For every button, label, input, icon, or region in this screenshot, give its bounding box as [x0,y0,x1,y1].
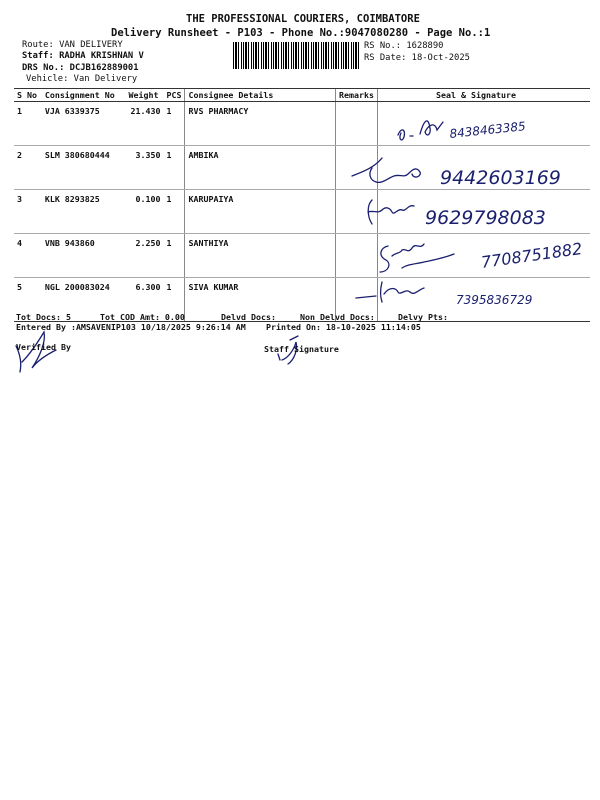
company-title: THE PROFESSIONAL COURIERS, COIMBATORE [186,13,420,25]
cell-consignee: SANTHIYA [185,234,336,278]
cell-consignment: VNB 943860 [42,234,126,278]
non-delivered-docs: Non Delvd Docs: [300,312,375,322]
cell-weight: 6.300 [126,278,164,322]
cell-sno: 5 [14,278,42,322]
cell-signature [378,146,590,190]
cell-consignment: KLK 8293825 [42,190,126,234]
total-docs: Tot Docs: 5 [16,312,71,322]
delivered-docs: Delvd Docs: [221,312,276,322]
cell-sno: 3 [14,190,42,234]
cell-consignee: RVS PHARMACY [185,102,336,146]
cell-consignment: NGL 200083024 [42,278,126,322]
cell-pcs: 1 [163,234,185,278]
total-cod-amount: Tot COD Amt: 0.00 [100,312,185,322]
cell-weight: 3.350 [126,146,164,190]
cell-signature [378,190,590,234]
table-row [14,234,590,278]
entered-by: Entered By :AMSAVENIP103 10/18/2025 9:26:14 AM [16,322,246,332]
cell-remarks [336,102,378,146]
drs-number: DRS No.: DCJB162889001 [22,63,139,73]
cell-weight: 0.100 [126,190,164,234]
barcode [233,42,361,69]
printed-on: Printed On: 18-10-2025 11:14:05 [266,322,421,332]
phone-row3: 9629798083 [425,207,546,229]
cell-pcs: 1 [163,146,185,190]
cell-pcs: 1 [163,190,185,234]
table-header-row [14,89,590,102]
cell-weight: 21.430 [126,102,164,146]
cell-signature [378,102,590,146]
cell-weight: 2.250 [126,234,164,278]
col-signature: Seal & Signature [378,89,590,102]
runsheet-subtitle: Delivery Runsheet - P103 - Phone No.:9047080280 - Page No.:1 [111,27,491,39]
runsheet-table [14,88,590,322]
verified-by-label: Verified By [16,342,71,352]
cell-consignment: VJA 6339375 [42,102,126,146]
table-row [14,190,590,234]
cell-sno: 1 [14,102,42,146]
col-sno: S No [14,89,42,102]
phone-row5: 7395836729 [456,293,533,307]
phone-row2: 9442603169 [440,167,561,189]
cell-remarks [336,146,378,190]
col-remarks: Remarks [336,89,378,102]
col-consignment: Consignment No [42,89,126,102]
table-row [14,146,590,190]
cell-signature [378,234,590,278]
table-row [14,102,590,146]
cell-sno: 4 [14,234,42,278]
rs-number: RS No.: 1628890 [364,41,444,51]
staff-signature-label: Staff Signature [264,344,339,354]
verified-signature [16,332,56,372]
cell-consignee: AMBIKA [185,146,336,190]
phone-row1: 8438463385 [448,119,527,141]
phone-row4: 7708751882 [479,238,584,272]
cell-remarks [336,190,378,234]
col-consignee: Consignee Details [185,89,336,102]
delivery-points: Delvy Pts: [398,312,448,322]
col-pcs: PCS [163,89,185,102]
cell-consignee: KARUPAIYA [185,190,336,234]
vehicle-label: Vehicle: Van Delivery [26,74,138,84]
route-label: Route: VAN DELIVERY [22,40,123,50]
cell-consignee: SIVA KUMAR [185,278,336,322]
cell-consignment: SLM 380680444 [42,146,126,190]
cell-pcs: 1 [163,102,185,146]
cell-remarks [336,234,378,278]
col-weight: Weight [126,89,164,102]
rs-date: RS Date: 18-Oct-2025 [364,53,470,63]
cell-pcs: 1 [163,278,185,322]
staff-label: Staff: RADHA KRISHNAN V [22,51,144,61]
cell-sno: 2 [14,146,42,190]
